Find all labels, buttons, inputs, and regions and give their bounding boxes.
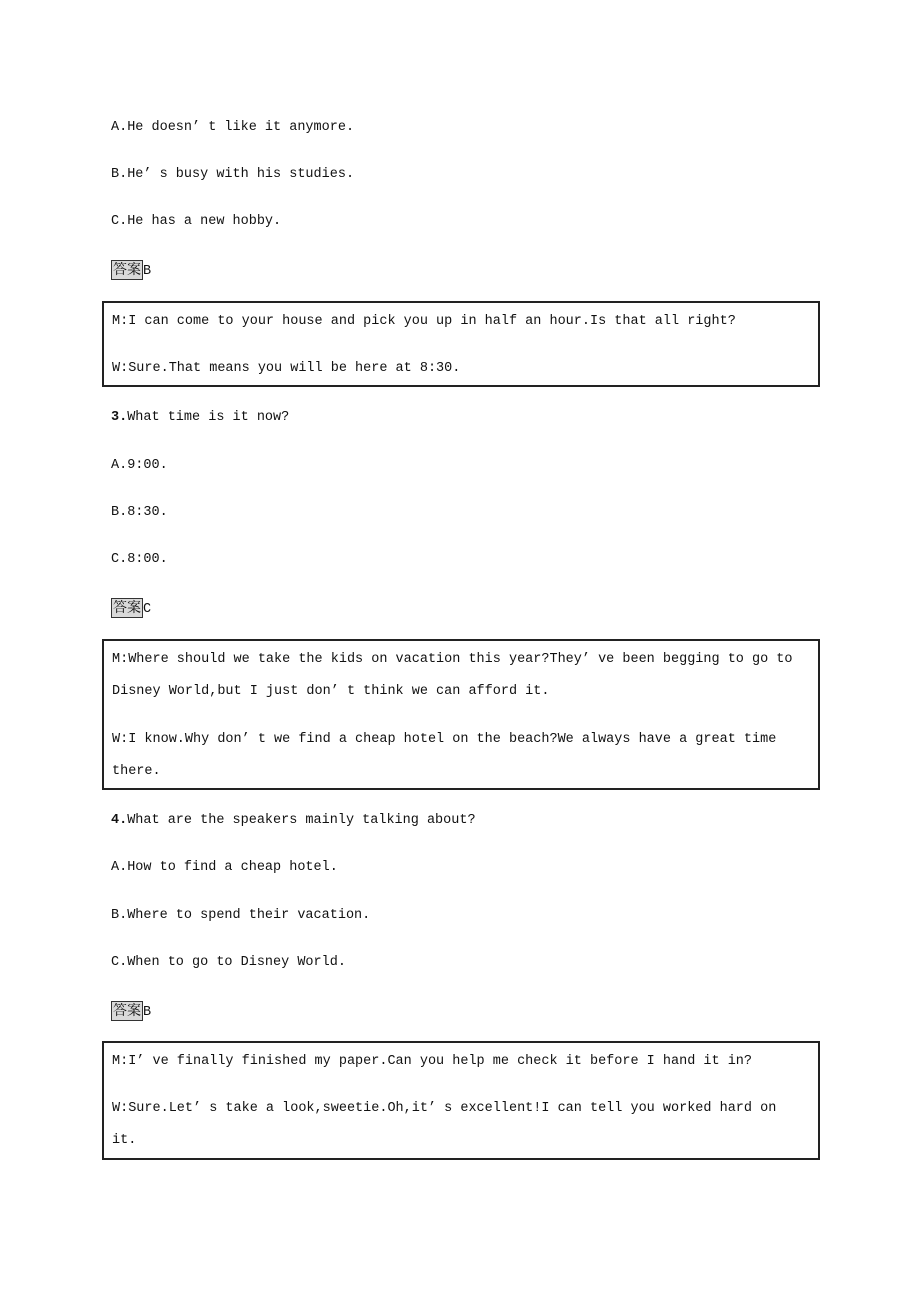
question-text: What are the speakers mainly talking about? <box>127 813 476 828</box>
transcript-line: there. <box>112 764 161 779</box>
option-c: C.When to go to Disney World. <box>111 955 346 970</box>
transcript-box <box>102 1041 820 1160</box>
answer <box>111 598 151 619</box>
option-a: A.9:00. <box>111 458 168 473</box>
answer-value: B <box>143 264 152 279</box>
option-b: B.Where to spend their vacation. <box>111 908 371 923</box>
answer-tag: 答案 <box>113 262 141 278</box>
answer <box>111 260 151 281</box>
transcript-box <box>102 639 820 790</box>
question-number: 4. <box>111 813 128 828</box>
transcript-line: Disney World,but I just don’ t think we can afford it. <box>112 684 550 699</box>
transcript-line: W:Sure.Let’ s take a look,sweetie.Oh,it’ s excellent!I can tell you worked hard on <box>112 1101 777 1116</box>
transcript-line: M:I can come to your house and pick you up in half an hour.Is that all right? <box>112 314 736 329</box>
question-3 <box>111 409 289 427</box>
answer <box>111 1001 151 1022</box>
option-a: A.He doesn’ t like it anymore. <box>111 120 355 135</box>
option-c: C.8:00. <box>111 552 168 567</box>
transcript-line: W:I know.Why don’ t we find a cheap hotel on the beach?We always have a great time <box>112 732 777 747</box>
question-number: 3. <box>111 410 128 425</box>
option-c: C.He has a new hobby. <box>111 214 282 229</box>
transcript-line: M:I’ ve finally finished my paper.Can you help me check it before I hand it in? <box>112 1054 753 1069</box>
transcript-line: W:Sure.That means you will be here at 8:30. <box>112 361 461 376</box>
answer-tag: 答案 <box>113 1003 141 1019</box>
option-b: B.He’ s busy with his studies. <box>111 167 355 182</box>
question-text: What time is it now? <box>127 410 290 425</box>
transcript-line: it. <box>112 1133 137 1148</box>
transcript-box <box>102 301 820 387</box>
answer-tag: 答案 <box>113 600 141 616</box>
option-a: A.How to find a cheap hotel. <box>111 860 338 875</box>
answer-value: C <box>143 602 152 617</box>
question-4 <box>111 812 476 830</box>
option-b: B.8:30. <box>111 505 168 520</box>
answer-value: B <box>143 1005 152 1020</box>
transcript-line: M:Where should we take the kids on vacation this year?They’ ve been begging to go to <box>112 652 793 667</box>
